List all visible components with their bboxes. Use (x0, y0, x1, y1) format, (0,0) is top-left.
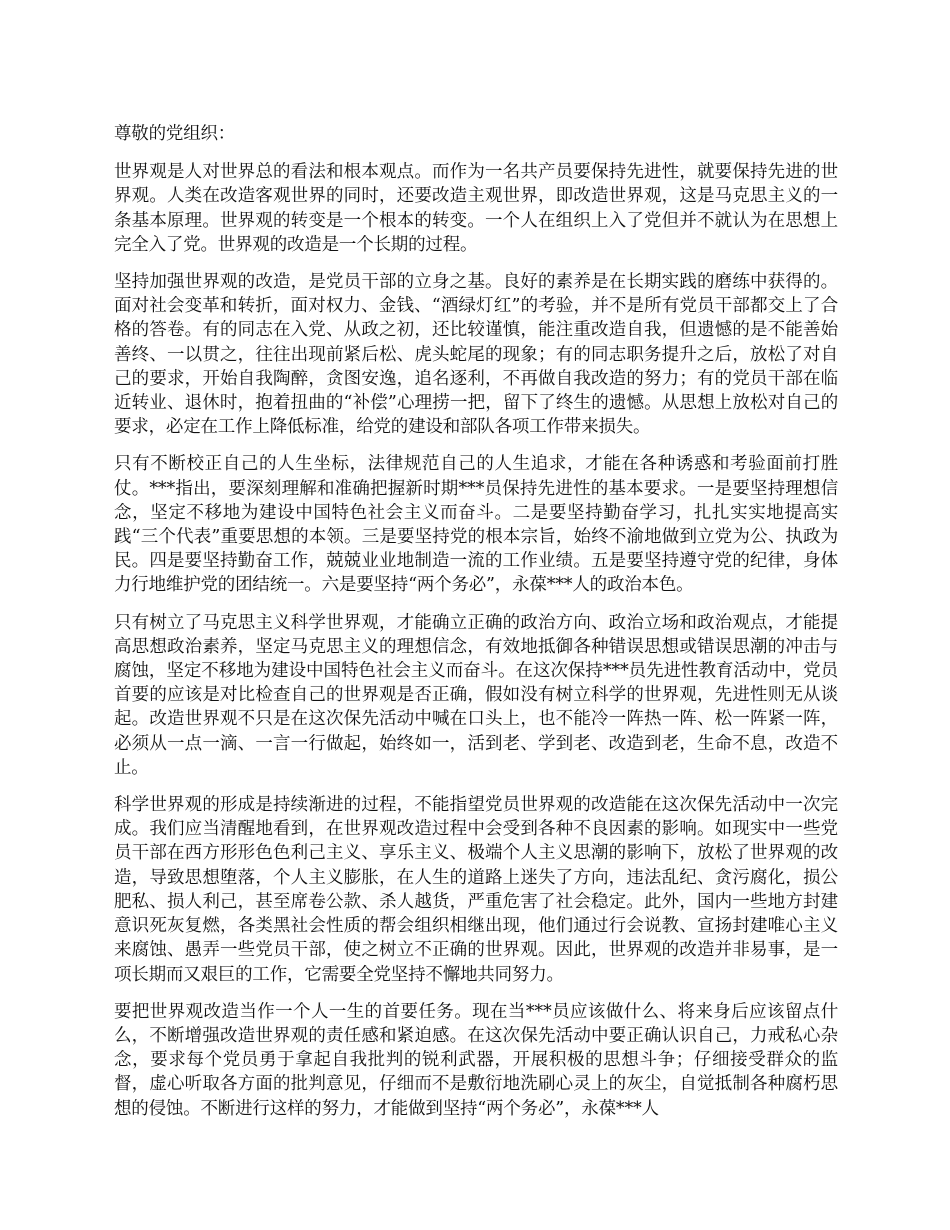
paragraph-5: 科学世界观的形成是持续渐进的过程，不能指望党员世界观的改造能在这次保先活动中一次完成。我们应当清醒地看到，在世界观改造过程中会受到各种不良因素的影响。如现实中一些党员干部在西方形形色色利己主义、享乐主义、极端个人主义思潮的影响下，放松了世界观的改造，导致思想堕落，个人主义膨胀，在人生的道路上迷失了方向，违法乱纪、贪污腐化，损公肥私、损人利己，甚至席卷公款、杀人越货，严重危害了社会稳定。此外，国内一些地方封建意识死灰复燃，各类黑社会性质的帮会组织相继出现，他们通过行会说教、宣扬封建唯心主义来腐蚀、愚弄一些党员干部，使之树立不正确的世界观。因此，世界观的改造并非易事，是一项长期而又艰巨的工作，它需要全党坚持不懈地共同努力。 (114, 795, 838, 985)
paragraph-4: 只有树立了马克思主义科学世界观，才能确立正确的政治方向、政治立场和政治观点，才能提高思想政治素养，坚定马克思主义的理想信念，有效地抵御各种错误思想或错误思潮的冲击与腐蚀，坚定不移地为建设中国特色社会主义而奋斗。在这次保持***员先进性教育活动中，党员首要的应该是对比检查自己的世界观是否正确，假如没有树立科学的世界观，先进性则无从谈起。改造世界观不只是在这次保先活动中喊在口头上，也不能冷一阵热一阵、松一阵紧一阵，必须从一点一滴、一言一行做起，始终如一，活到老、学到老、改造到老，生命不息，改造不止。 (114, 612, 838, 778)
salutation: 尊敬的党组织： (114, 124, 236, 144)
document-body (114, 122, 838, 1134)
paragraph-1: 世界观是人对世界总的看法和根本观点。而作为一名共产员要保持先进性，就要保持先进的世界观。人类在改造客观世界的同时，还要改造主观世界，即改造世界观，这是马克思主义的一条基本原理。世界观的转变是一个根本的转变。一个人在组织上入了党但并不就认为在思想上完全入了党。世界观的改造是一个长期的过程。 (114, 162, 838, 255)
paragraph-2: 坚持加强世界观的改造，是党员干部的立身之基。良好的素养是在长期实践的磨练中获得的。面对社会变革和转折，面对权力、金钱、“酒绿灯红”的考验，并不是所有党员干部都交上了合格的答卷。有的同志在入党、从政之初，还比较谨慎，能注重改造自我，但遗憾的是不能善始善终、一以贯之，往往出现前紧后松、虎头蛇尾的现象；有的同志职务提升之后，放松了对自己的要求，开始自我陶醉，贪图安逸，追名逐利，不再做自我改造的努力；有的党员干部在临近转业、退休时，抱着扭曲的“补偿”心理捞一把，留下了终生的遗憾。从思想上放松对自己的要求，必定在工作上降低标准，给党的建设和部队各项工作带来损失。 (114, 272, 838, 438)
paragraph-3: 只有不断校正自己的人生坐标，法律规范自己的人生追求，才能在各种诱惑和考验面前打胜仗。***指出，要深刻理解和准确把握新时期***员保持先进性的基本要求。一是要坚持理想信念，坚定不移地为建设中国特色社会主义而奋斗。二是要坚持勤奋学习，扎扎实实地提高实践“三个代表”重要思想的本领。三是要坚持党的根本宗旨，始终不渝地做到立党为公、执政为民。四是要坚持勤奋工作，兢兢业业地制造一流的工作业绩。五是要坚持遵守党的纪律，身体力行地维护党的团结统一。六是要坚持“两个务必”，永葆***人的政治本色。 (114, 454, 838, 596)
paragraph-6: 要把世界观改造当作一个人一生的首要任务。现在当***员应该做什么、将来身后应该留点什么，不断增强改造世界观的责任感和紧迫感。在这次保先活动中要正确认识自己，力戒私心杂念，要求每个党员勇于拿起自我批判的锐利武器，开展积极的思想斗争；仔细接受群众的监督，虚心听取各方面的批判意见，仔细而不是敷衍地洗刷心灵上的灰尘，自觉抵制各种腐朽思想的侵蚀。不断进行这样的努力，才能做到坚持“两个务必”，永葆***人 (114, 1001, 838, 1119)
